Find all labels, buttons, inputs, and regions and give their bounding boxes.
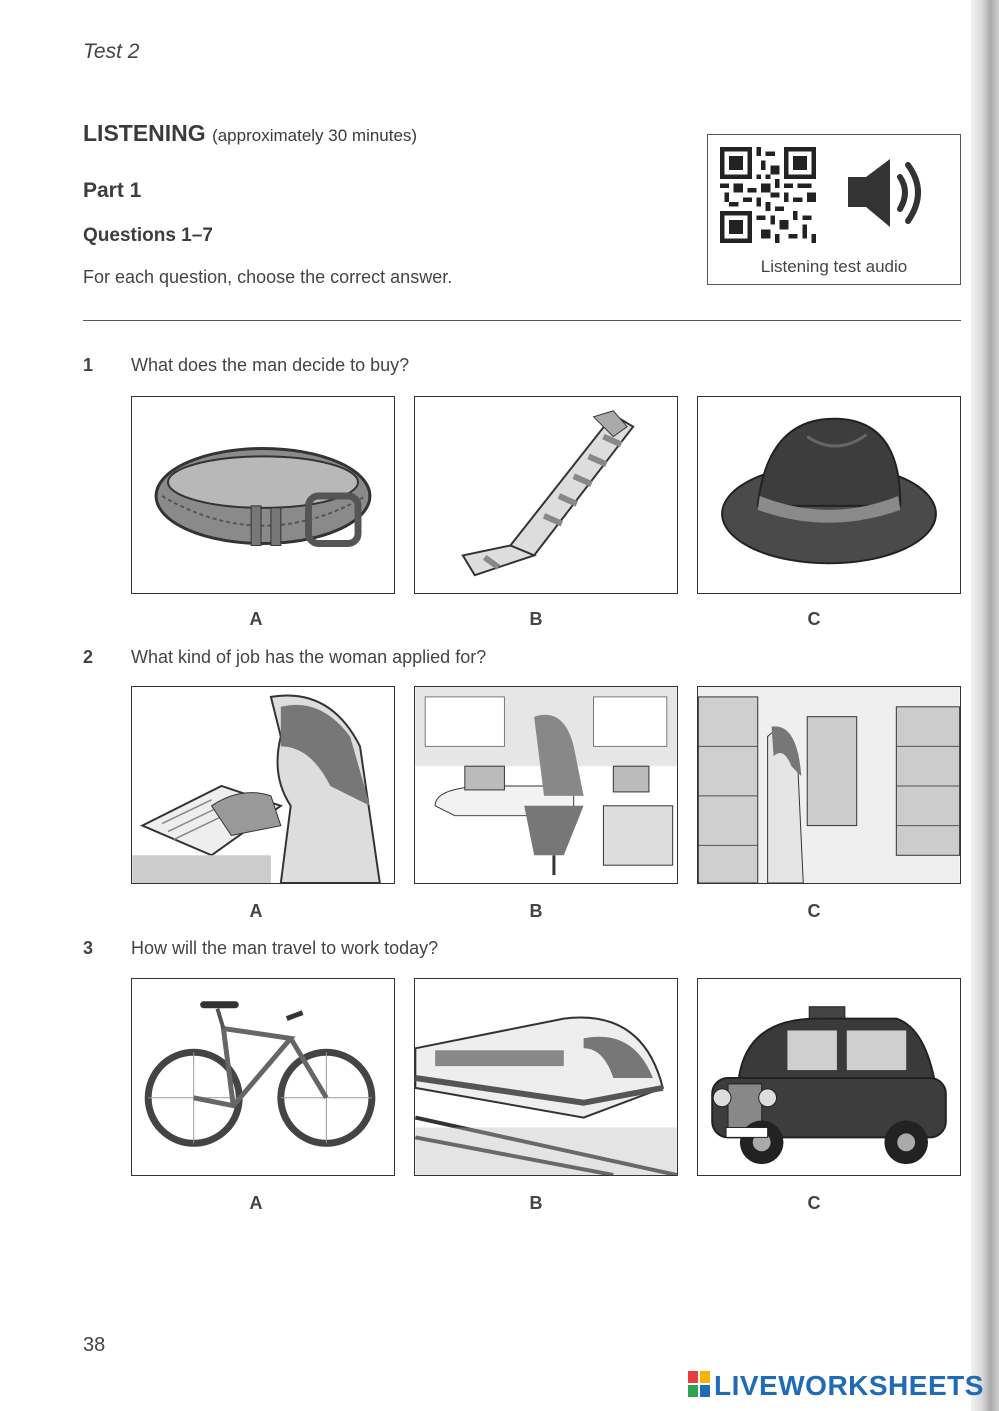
- option-2a-reading-image[interactable]: [131, 686, 395, 884]
- speaker-icon[interactable]: [844, 153, 934, 233]
- question-text: How will the man travel to work today?: [131, 938, 439, 958]
- test-label: Test 2: [83, 40, 140, 63]
- part-heading: Part 1: [83, 179, 142, 202]
- brand-watermark[interactable]: [688, 1370, 984, 1404]
- question-number: 1: [83, 355, 94, 375]
- option-letter: B: [529, 609, 543, 629]
- liveworksheets-logo-icon: [688, 1371, 710, 1404]
- option-1b-tie-image[interactable]: [414, 396, 678, 594]
- section-title: [83, 120, 417, 147]
- brand-text: LIVEWORKSHEETS: [714, 1370, 984, 1401]
- page-edge-shadow: [971, 0, 999, 1411]
- instruction-text: For each question, choose the correct answer.: [83, 267, 453, 287]
- audio-box[interactable]: [707, 134, 961, 285]
- option-3c-taxi-image[interactable]: [697, 978, 961, 1176]
- option-3b-train-image[interactable]: [414, 978, 678, 1176]
- divider-line: [83, 320, 961, 321]
- option-3a-bicycle-image[interactable]: [131, 978, 395, 1176]
- question-number: 3: [83, 938, 94, 958]
- option-2c-library-image[interactable]: [697, 686, 961, 884]
- option-letter: C: [807, 609, 821, 629]
- option-letter: B: [529, 1193, 543, 1213]
- qr-code-icon[interactable]: [720, 147, 816, 243]
- option-2b-office-image[interactable]: [414, 686, 678, 884]
- option-1c-hat-image[interactable]: [697, 396, 961, 594]
- question-text: What does the man decide to buy?: [131, 355, 410, 375]
- option-letter: C: [807, 901, 821, 921]
- option-letter: A: [249, 901, 263, 921]
- section-title-text: LISTENING: [83, 120, 206, 146]
- section-duration: (approximately 30 minutes): [212, 126, 418, 145]
- page-number: 38: [83, 1334, 106, 1356]
- question-number: 2: [83, 647, 94, 667]
- audio-caption: Listening test audio: [760, 257, 908, 276]
- option-letter: B: [529, 901, 543, 921]
- option-1a-belt-image[interactable]: [131, 396, 395, 594]
- option-letter: C: [807, 1193, 821, 1213]
- question-text: What kind of job has the woman applied for?: [131, 647, 487, 667]
- option-letter: A: [249, 609, 263, 629]
- questions-range: Questions 1–7: [83, 225, 213, 246]
- option-letter: A: [249, 1193, 263, 1213]
